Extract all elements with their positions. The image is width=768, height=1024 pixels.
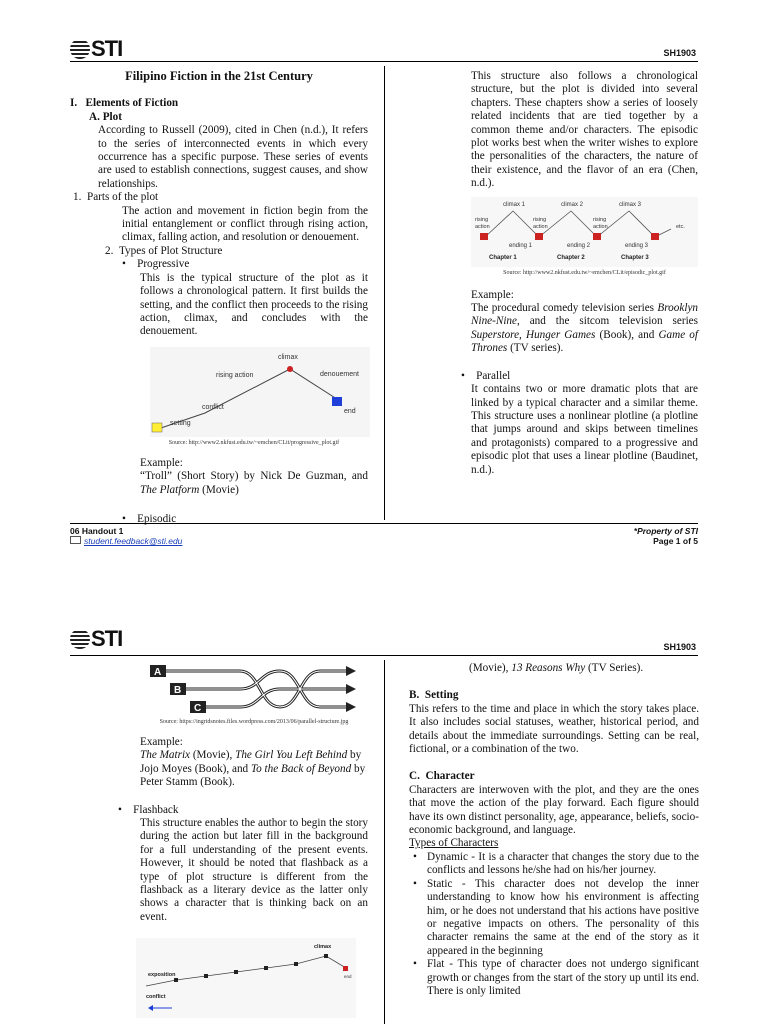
list-item: • Static - This character does not develop the inner understanding to know how his environment is affecting him, or he does not understand that his actions have positive or negative impacts on others. The personality of this character remains the same at the end of the story as it appeared in the beginning: [409, 878, 699, 958]
diagram-label-action: action: [475, 223, 490, 230]
example-text: “Troll” (Short Story) by Nick De Guzman, and The Platform (Movie): [140, 470, 368, 496]
parallel-text: It contains two or more dramatic plots that are linked by a typical character and a similar theme. This structure uses a nonlinear plotline (a plotline that jumps around and skips between timelines and protagonists) compared to a progressive and episodic plot that uses a linear plotline (Baudinet, n.d.).: [471, 383, 698, 476]
diagram-label-chapter1: Chapter 1: [489, 254, 517, 261]
parallel-plot-diagram: [150, 662, 360, 716]
image-source: Source: https://ingridsnotes.files.wordpress.com/2013/06/parallel-structure.jpg: [159, 719, 349, 725]
list-item: • Dynamic - It is a character that changes the story due to the conflicts and lessons he/she had on his/her journey.: [409, 851, 699, 878]
header-rule: [70, 655, 698, 656]
sti-logo: STI: [70, 626, 122, 652]
diagram-label-c: C: [194, 703, 202, 714]
email-icon: [70, 536, 81, 544]
diagram-label-ending1: ending 1: [509, 242, 533, 249]
types-heading: Types of Characters: [409, 837, 499, 850]
example-text: The Matrix (Movie), The Girl You Left Behind by Jojo Moyes (Book), and To the Back of Beyond by Peter Stamm (Book).: [140, 749, 366, 789]
page2-right-column: [409, 662, 699, 998]
list-item: • Flat - This type of character does not undergo significant growth or changes from the start of the story up until its end. There is only limited: [409, 958, 699, 998]
bullet-item: • Episodic: [122, 512, 177, 525]
document-code: SH1903: [663, 48, 696, 58]
footer-right: [634, 526, 698, 546]
diagram-label-setting: setting: [170, 419, 191, 427]
page1-left-column: [70, 70, 368, 526]
diagram-label-end: end: [344, 407, 356, 415]
diagram-label-exposition: exposition: [148, 972, 176, 979]
document-code: SH1903: [663, 642, 696, 652]
diagram-label-b: B: [174, 685, 182, 696]
page2-left-column: [118, 662, 368, 1018]
sti-logo: STI: [70, 36, 122, 62]
flashback-text: This structure enables the author to begin the story during the action but later fill in the background for a full understanding of the present events. However, it should be noted that flashback as a type of plot structure is different from the flashback as a literary device as the latter only shows a character that is thinking back on an event.: [140, 817, 368, 923]
bullet-item: • Parallel: [461, 369, 511, 382]
diagram-label-climax3: climax 3: [619, 201, 642, 208]
plot-definition: According to Russell (2009), cited in Chen (n.d.), It refers to the series of interconnected events in which every occurrence has a specific purpose. These series of events are used to establish connections, suggest causes, and show relationships.: [98, 124, 368, 190]
character-text: Characters are interwoven with the plot, and they are the ones that move the action of the play forward. Each figure should have its own distinct personality, age, appearance, beliefs, socio-economic background, and language.: [409, 783, 699, 837]
subsection-heading: C. Character: [409, 770, 475, 783]
diagram-label-ending3: ending 3: [625, 242, 649, 249]
diagram-label-denouement: denouement: [320, 370, 359, 378]
diagram-label-climax1: climax 1: [503, 201, 526, 208]
continued-text: (Movie), 13 Reasons Why (TV Series).: [469, 662, 644, 674]
column-divider: [384, 660, 385, 1024]
diagram-label-chapter3: Chapter 3: [621, 254, 649, 261]
image-source: Source: http://www2.nkfust.edu.tw/~emchen/CLit/progressive_plot.gif: [168, 439, 340, 446]
diagram-label-rising: rising: [533, 216, 547, 223]
diagram-label-action: action: [533, 223, 548, 230]
bullet-item: • Flashback: [118, 803, 179, 816]
section-heading: I. Elements of Fiction: [70, 97, 179, 110]
example-label: Example:: [471, 288, 514, 301]
diagram-label-end: end: [344, 974, 352, 980]
list-item: 2. Types of Plot Structure: [105, 244, 223, 257]
diagram-label-conflict: conflict: [202, 403, 224, 411]
example-text: The procedural comedy television series Brooklyn Nine-Nine, and the sitcom television series Superstore, Hunger Games (Book), and Game of Thrones (TV series).: [471, 302, 699, 355]
globe-icon: [70, 629, 90, 649]
diagram-label-rising: rising: [593, 216, 607, 223]
flashback-plot-diagram: [136, 938, 356, 1018]
example-label: Example:: [140, 736, 183, 748]
page-title: Filipino Fiction in the 21st Century: [125, 69, 313, 83]
parts-text: The action and movement in fiction begin from the initial entanglement or conflict through rising action, climax, falling action, and resolution or denouement.: [122, 204, 368, 244]
subsection-heading: B. Setting: [409, 689, 459, 702]
image-source: Source: http://www2.nkfust.edu.tw/~emchen/CLit/episodic_plot.gif: [503, 269, 666, 276]
column-divider: [384, 66, 385, 520]
character-types-list: [409, 851, 699, 998]
page-number: Page 1 of 5: [653, 536, 698, 546]
bullet-item: • Progressive: [122, 258, 190, 271]
diagram-label-rising: rising action: [216, 371, 254, 379]
diagram-label-conflict: conflict: [146, 994, 166, 1001]
footer-rule: [70, 523, 698, 524]
diagram-label-action: action: [593, 223, 608, 230]
globe-icon: [70, 39, 90, 59]
diagram-label-etc: etc.: [676, 223, 685, 230]
episodic-plot-diagram: [471, 197, 698, 267]
list-item: 1. Parts of the plot: [73, 191, 159, 204]
diagram-label-ending2: ending 2: [567, 242, 591, 249]
diagram-label-chapter2: Chapter 2: [557, 254, 585, 261]
page1-right-column: [461, 70, 699, 477]
diagram-label-a: A: [154, 667, 162, 678]
handout-number: 06 Handout 1: [70, 526, 124, 536]
property-notice: *Property of STI: [633, 526, 698, 536]
example-label: Example:: [140, 456, 183, 469]
page-2: [0, 610, 768, 1024]
diagram-label-climax: climax: [278, 353, 298, 361]
progressive-text: This is the typical structure of the plot as it follows a chronological pattern. It first builds the setting, and the conflict then proceeds to the rising action, climax, and concludes with the denouement.: [140, 271, 368, 338]
progressive-plot-diagram: [150, 347, 370, 437]
feedback-email-link[interactable]: student.feedback@sti.edu: [84, 536, 183, 546]
subsection-heading: A. Plot: [89, 110, 122, 123]
diagram-label-climax2: climax 2: [561, 201, 584, 208]
footer-left: [70, 526, 182, 546]
episodic-text: This structure also follows a chronological structure, but the plot is divided into several chapters. These chapters show a series of loosely related incidents that are tied together by a common theme and/or characters. The episodic plot works best when the writer wishes to explore the personalities of the characters, the nature of their existence, and the flavor of an era (Chen, n.d.).: [471, 70, 698, 190]
setting-text: This refers to the time and place in which the story takes place. It also includes social statuses, weather, historical period, and details about the immediate surroundings. Setting can be real, fictional, or a combination of the two.: [409, 702, 699, 756]
header-rule: [70, 61, 698, 62]
diagram-label-climax: climax: [314, 944, 332, 951]
diagram-label-rising: rising: [475, 216, 489, 223]
